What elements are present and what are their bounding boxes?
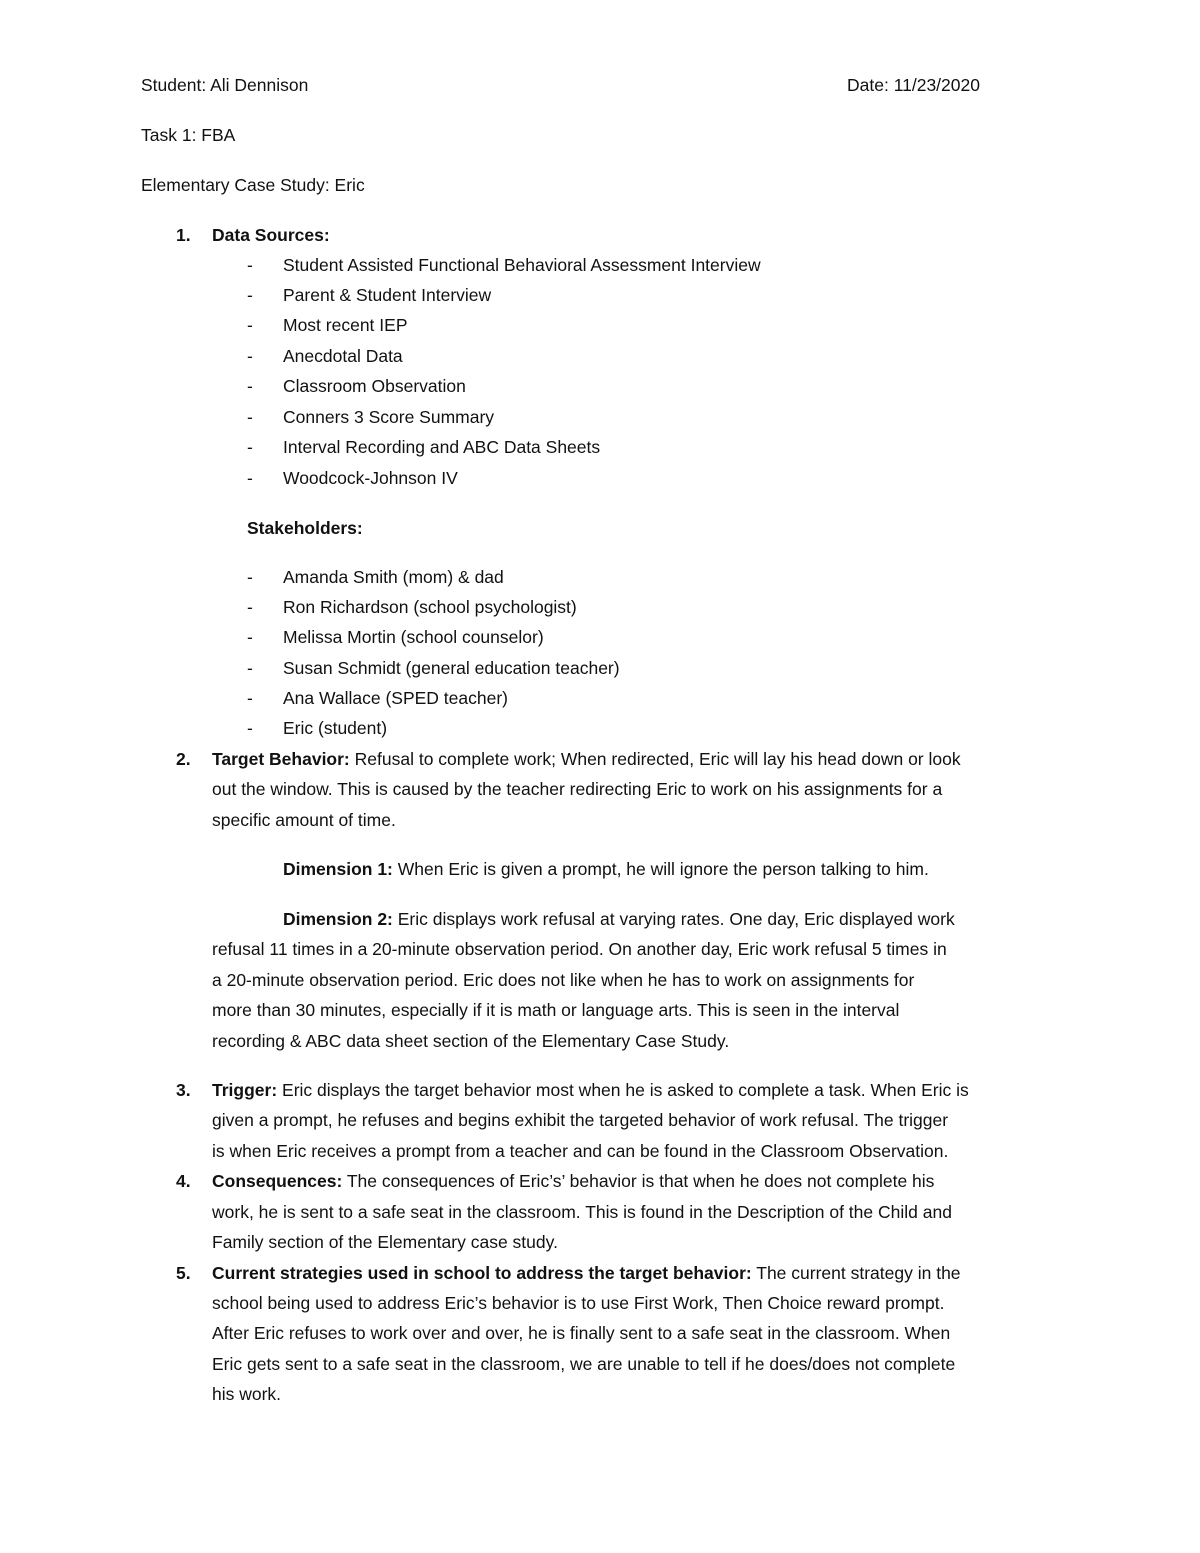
section-line: work, he is sent to a safe seat in the classroom. This is found in the Description of the Child and xyxy=(212,1202,952,1222)
list-item: Student Assisted Functional Behavioral Assessment Interview xyxy=(283,255,761,275)
section-line: a 20-minute observation period. Eric does not like when he has to work on assignments for xyxy=(212,970,915,990)
task-title: Task 1: FBA xyxy=(141,125,236,145)
section-number: 4. xyxy=(176,1171,191,1191)
list-item: Classroom Observation xyxy=(283,376,466,396)
document-page: Student: Ali Dennison Date: 11/23/2020 Task 1: FBA Elementary Case Study: Eric 1. Data Sources: - Student Assisted Functional Behavioral Assessment Interview - Parent & Student Interview - Most recent IEP - Anecdotal Data - Classroom Observation - Conners 3 Score Summary - Interval Recording and ABC Data Sheets - Woodcock-Johnson IV Stakeholders: - Amanda Smith (mom) & dad - Ron Richardson (school psychologist) - Melissa Mortin (school counselor) - Susan Schmidt (general education teacher) - Ana Wallace (SPED teacher) - Eric (student) 2. Target Behavior: Refusal to complete work; When redirected, Eric will lay his head down or look out the window. This is caused by the teacher redirecting Eric to work on his assignments for a specific amount of time. Dimension 1: When Eric is given a prompt, he will ignore the person talking to him. Dimension 2: Eric displays work refusal at varying rates. One day, Eric displayed work refusal 11 times in a 20-minute observation period. On another day, Eric work refusal 5 times in a 20-minute observation period. Eric does not like when he has to work on assignments for more than 30 minutes, especially if it is math or language arts. This is seen in the interval recording & ABC data sheet section of the Elementary Case Study. 3. Trigger: Eric displays the target behavior most when he is asked to complete a task. When Eric is given a prompt, he refuses and begins exhibit the targeted behavior of work refusal. The trigger is when Eric receives a prompt from a teacher and can be found in the Classroom Observation. 4. Consequences: The consequences of Eric’s’ behavior is that when he does not complete his work, he is sent to a safe seat in the classroom. This is found in the Description of the Child and Family section of the Elementary case study. 5. Current strategies used in school to address the target behavior: The current strategy in the school being used to address Eric’s behavior is to use First Work, Then Choice reward prompt. After Eric refuses to work over and over, he is finally sent to a safe seat in the classroom. When Eric gets sent to a safe seat in the classroom, we are unable to tell if he does/does not complete his work. xyxy=(0,0,1200,1553)
list-item: Ana Wallace (SPED teacher) xyxy=(283,688,508,708)
stakeholders-heading: Stakeholders: xyxy=(247,518,363,538)
list-item: Ron Richardson (school psychologist) xyxy=(283,597,577,617)
list-item: Melissa Mortin (school counselor) xyxy=(283,627,544,647)
section-line: is when Eric receives a prompt from a teacher and can be found in the Classroom Observation. xyxy=(212,1141,949,1161)
student-name: Student: Ali Dennison xyxy=(141,75,309,95)
section-text: The consequences of Eric’s’ behavior is that when he does not complete his xyxy=(342,1171,935,1191)
section-line: more than 30 minutes, especially if it is math or language arts. This is seen in the interval xyxy=(212,1000,900,1020)
dimension-text: When Eric is given a prompt, he will ignore the person talking to him. xyxy=(392,859,929,879)
date: Date: 11/23/2020 xyxy=(847,75,980,95)
section-line: recording & ABC data sheet section of the Elementary Case Study. xyxy=(212,1031,730,1051)
section-text: Refusal to complete work; When redirected, Eric will lay his head down or look xyxy=(349,749,961,769)
list-item: Most recent IEP xyxy=(283,315,408,335)
section-text: Eric displays the target behavior most when he is asked to complete a task. When Eric is xyxy=(277,1080,969,1100)
section-text: The current strategy in the xyxy=(751,1263,961,1283)
section-number: 3. xyxy=(176,1080,191,1100)
section-number: 2. xyxy=(176,749,191,769)
section-label: Consequences: xyxy=(212,1171,343,1191)
list-item: Eric (student) xyxy=(283,718,388,738)
section-line xyxy=(212,1166,934,1197)
case-study-title: Elementary Case Study: Eric xyxy=(141,175,365,195)
list-item: Parent & Student Interview xyxy=(283,285,492,305)
list-item: Woodcock-Johnson IV xyxy=(283,468,458,488)
section-number: 1. xyxy=(176,225,191,245)
section-line: specific amount of time. xyxy=(212,810,396,830)
list-item: Interval Recording and ABC Data Sheets xyxy=(283,437,601,457)
section-label: Current strategies used in school to address the target behavior: xyxy=(212,1263,752,1283)
section-line: school being used to address Eric’s behavior is to use First Work, Then Choice reward prompt. xyxy=(212,1293,945,1313)
section-line xyxy=(212,744,961,775)
section-heading: Data Sources: xyxy=(212,225,330,245)
section-line: Eric gets sent to a safe seat in the classroom, we are unable to tell if he does/does not complete xyxy=(212,1354,956,1374)
list-item: Amanda Smith (mom) & dad xyxy=(283,567,504,587)
section-label: Trigger: xyxy=(212,1080,278,1100)
section-line xyxy=(212,1258,961,1289)
dimension-2 xyxy=(283,904,955,935)
dimension-1 xyxy=(283,854,929,885)
section-line: refusal 11 times in a 20-minute observation period. On another day, Eric work refusal 5 times in xyxy=(212,939,947,959)
dimension-label: Dimension 1: xyxy=(283,859,393,879)
section-line: given a prompt, he refuses and begins exhibit the targeted behavior of work refusal. The trigger xyxy=(212,1110,949,1130)
dimension-text: Eric displays work refusal at varying rates. One day, Eric displayed work xyxy=(392,909,955,929)
section-line: Family section of the Elementary case study. xyxy=(212,1232,558,1252)
section-line xyxy=(212,1075,969,1106)
dimension-label: Dimension 2: xyxy=(283,909,393,929)
list-item: Susan Schmidt (general education teacher) xyxy=(283,658,620,678)
list-item: Anecdotal Data xyxy=(283,346,403,366)
section-line: out the window. This is caused by the teacher redirecting Eric to work on his assignments for a xyxy=(212,779,943,799)
section-label: Target Behavior: xyxy=(212,749,350,769)
section-line: his work. xyxy=(212,1384,282,1404)
section-line: After Eric refuses to work over and over, he is finally sent to a safe seat in the classroom. When xyxy=(212,1323,951,1343)
section-number: 5. xyxy=(176,1263,191,1283)
list-item: Conners 3 Score Summary xyxy=(283,407,495,427)
